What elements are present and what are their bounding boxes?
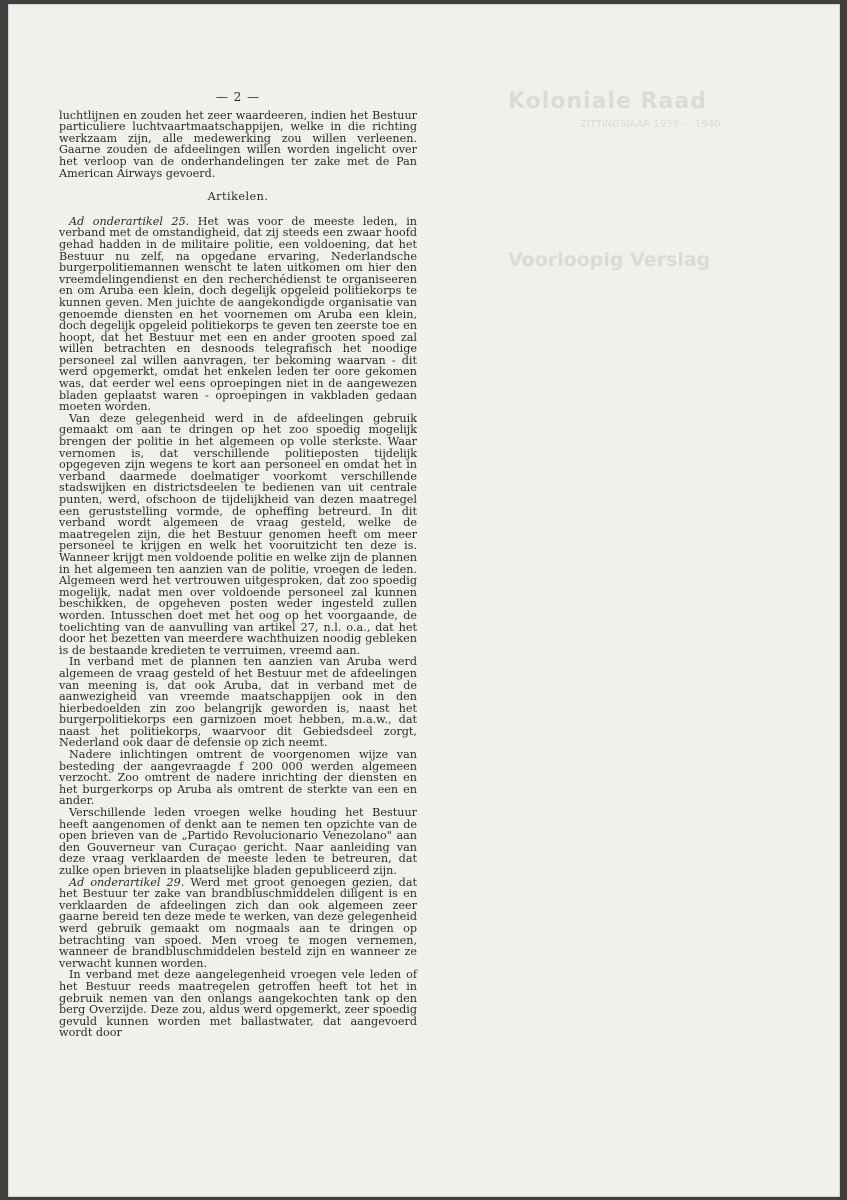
intro-paragraph: luchtlijnen en zouden het zeer waardeeren, indien het Bestuur particuliere luchtvaartmaatschappijen, welke in die richting werkzaam zijn, alle medewerking zou willen verleenen. Gaarne zouden de afdeelingen willen worden ingelicht over het verloop van de onderhandelingen ter zake met de Pan American Airways gevoerd.: [59, 108, 417, 180]
paragraph-article-29: [59, 877, 417, 970]
article-29-text: Werd met groot genoegen gezien, dat het Bestuur ter zake van brandbluschmiddelen diligent is en verklaarden de afdeelingen zich dan ook algemeen zeer gaarne bereid ten deze mede te werken, van deze gelegenheid werd gebruik gemaakt om nogmaals aan te dringen op betrachting van spoed. Men vroeg te mogen vernemen, wanneer de brandbluschmiddelen besteld zijn en wanneer ze verwacht kunnen worden.: [59, 875, 417, 970]
document-page: [8, 4, 840, 1197]
paragraph-article-25: [59, 216, 417, 413]
paragraph-open-letters: Verschillende leden vroegen welke houding het Bestuur heeft aangenomen of denkt aan te nemen ten opzichte van de open brieven van de „Partido Revolucionario Venezolano" aan den Gouverneur van Curaçao gericht. Naar aanleiding van deze vraag verklaarden de meeste leden te betreuren, dat zulke open brieven in plaatselijke bladen gepubliceerd zijn.: [59, 806, 417, 877]
section-heading: Artikelen.: [207, 190, 269, 204]
paragraph-expenditure: Nadere inlichtingen omtrent de voorgenomen wijze van besteding der aangevraagde f 200 000 werden algemeen verzocht. Zoo omtrent de nadere inrichting der diensten en het burgerkorps op Aruba als omtrent de sterkte van een en ander.: [59, 748, 417, 808]
paragraph-tank: In verband met deze aangelegenheid vroegen vele leden of het Bestuur reeds maatregelen getroffen heeft tot het in gebruik nemen van den onlangs aangekochten tank op den berg Overzijde. Deze zou, aldus werd opgemerkt, zeer spoedig gevuld kunnen worden met ballastwater, dat aangevoerd wordt door: [59, 968, 417, 1040]
paragraph-aruba-garrison: In verband met de plannen ten aanzien van Aruba werd algemeen de vraag gesteld of het Bestuur met de afdeelingen van meening is, dat ook Aruba, dat in verband met de aanwezigheid van vreemde maatschappijen ook in den hierbedoelden zin zoo belangrijk geworden is, naast het burgerpolitiekorps een garnizoen moet hebben, m.a.w., dat naast het politiekorps, waarvoor dit Gebiedsdeel zorgt, Nederland ook daar de defensie op zich neemt.: [59, 655, 417, 750]
bleed-subline: ZITTINGSJAAR 1939 — 1940: [580, 119, 721, 130]
bleed-through-text: [508, 89, 838, 289]
paragraph-police-strength: Van deze gelegenheid werd in de afdeelingen gebruik gemaakt om aan te dringen op het zoo spoedig mogelijk brengen der politie in het algemeen op volle sterkste. Waar vernomen is, dat verschillende politieposten tijdelijk opgegeven zijn wegens te kort aan personeel en omdat het in verband daarmede doelmatiger voorkomt verschillende stadswijken en districtsdeelen te bedienen van uit centrale punten, werd, ofschoon de tijdelijkheid van dezen maatregel een geruststelling vormde, de opheffing betreurd. In dit verband wordt algemeen de vraag gesteld, welke de maatregelen zijn, die het Bestuur genomen heeft om meer personeel te krijgen en welk het vooruitzicht ten deze is. Wanneer krijgt men voldoende politie en welke zijn de plannen in het algemeen ten aanzien van de politie, vroegen de leden. Algemeen werd het vertrouwen uitgesproken, dat zoo spoedig mogelijk, nadat men over voldoende personeel zal kunnen beschikken, de opgeheven posten weder ingesteld zullen worden. Intusschen doet met het oog op het voorgaande, de toelichting van de aanvulling van artikel 27, n.l. o.a., dat het door het bezetten van meerdere wachthuizen noodig gebleken is de bestaande kredieten te verruimen, vreemd aan.: [59, 411, 417, 657]
bleed-title: Koloniale Raad: [508, 89, 707, 114]
page-number: — 2 —: [215, 90, 261, 104]
bleed-heading: Voorloopig Verslag: [508, 249, 711, 271]
text-column: [59, 92, 417, 1039]
article-25-text: Het was voor de meeste leden, in verband met de omstandigheid, dat zij steeds een zwaar hoofd gehad hadden in de militaire politie, een voldoening, dat het Bestuur nu zelf, na opgedane ervaring, Nederlandsche burgerpolitiemannen wenscht te laten uitkomen om hier den vreemdelingendienst en den recherchédienst te organiseeren en om Aruba een klein, doch degelijk opgeleid politiekorps te kunnen geven. Men juichte de aangekondigde organisatie van genoemde diensten en het voornemen om Aruba een klein, doch degelijk opgeleid politiekorps te geven ten zeerste toe en hoopt, dat het Bestuur met een en ander grooten spoed zal willen betrachten en desnoods telegrafisch het noodige personeel zal willen aanvragen, ter bekoming waarvan - dit werd opgemerkt, omdat het enkelen leden ter oore gekomen was, dat eerder wel eens oproepingen niet in de aangewezen bladen geplaatst waren - oproepingen in vakbladen gedaan moeten worden.: [59, 214, 417, 414]
article-25-lead: Ad onderartikel 25.: [69, 214, 190, 228]
article-29-lead: Ad onderartikel 29.: [69, 875, 185, 889]
